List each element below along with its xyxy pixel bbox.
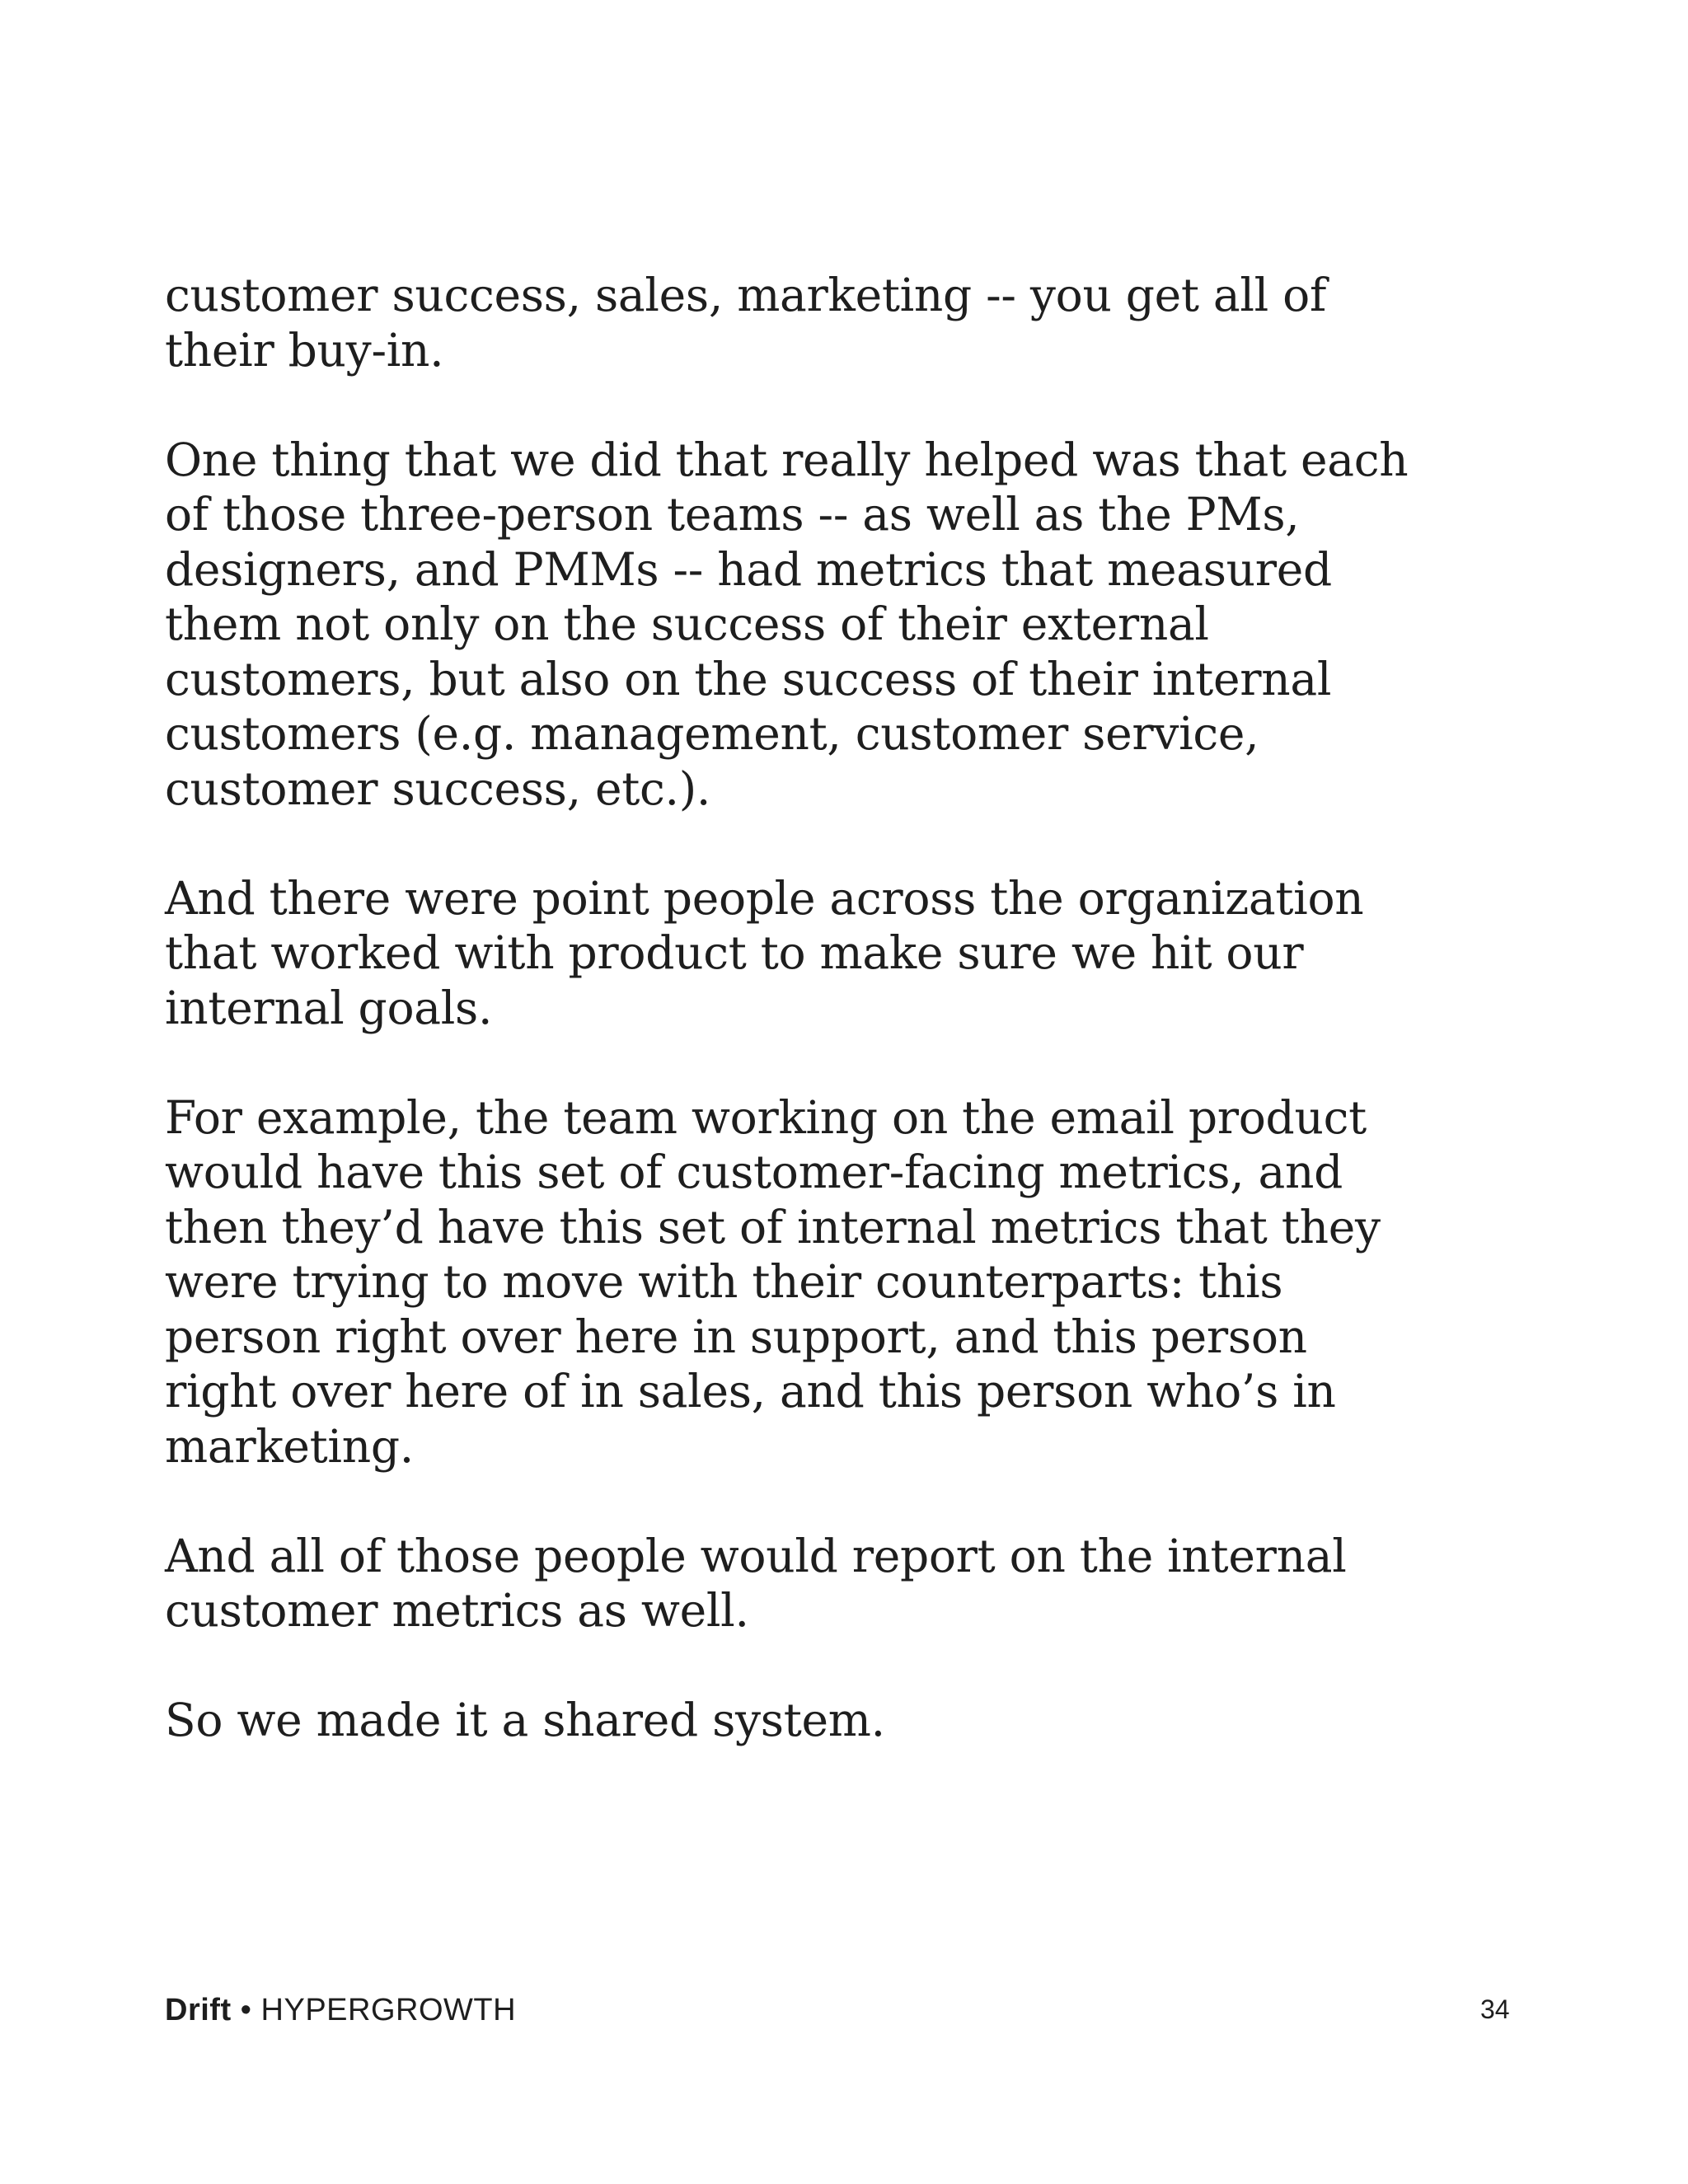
text-line: customer metrics as well. [165,1584,749,1637]
text-line: person right over here in support, and this person [165,1310,1307,1363]
text-line: their buy-in. [165,323,444,377]
paragraph [165,1529,1347,1638]
text-line: marketing. [165,1419,414,1473]
page-number: 34 [1480,1994,1510,2024]
paragraph [165,268,1327,377]
text-line: them not only on the success of their external [165,598,1209,650]
body-text [165,268,1409,1802]
paragraph [165,871,1364,1036]
footer-brand [165,1993,516,2028]
publication-title: HYPERGROWTH [260,1993,517,2027]
text-line: designers, and PMMs -- had metrics that measured [165,542,1332,596]
text-line: internal goals. [165,981,493,1034]
text-line: And there were point people across the organization [165,871,1364,925]
text-line: were trying to move with their counterparts: this [165,1255,1283,1308]
text-line: customer success, sales, marketing -- you get all of [165,269,1327,321]
text-line: would have this set of customer-facing metrics, and [165,1146,1343,1198]
text-line: So we made it a shared system. [165,1694,885,1746]
text-line: customers, but also on the success of their internal [165,652,1332,705]
text-line: And all of those people would report on the internal [165,1529,1347,1582]
text-line: right over here of in sales, and this person who’s in [165,1365,1336,1418]
text-line: customers (e.g. management, customer service, [165,707,1259,760]
text-line: One thing that we did that really helped was that each [165,433,1409,486]
text-line: that worked with product to make sure we hit our [165,926,1304,979]
paragraph [165,1090,1381,1474]
text-line: of those three-person teams -- as well as the PMs, [165,488,1300,541]
paragraph [165,1693,1319,1748]
text-line: For example, the team working on the email product [165,1090,1367,1144]
paragraph [165,433,1409,817]
text-line: customer success, etc.). [165,762,711,815]
text-line: then they’d have this set of internal metrics that they [165,1200,1381,1254]
footer-separator: • [231,1993,261,2027]
brand-name: Drift [165,1993,232,2027]
